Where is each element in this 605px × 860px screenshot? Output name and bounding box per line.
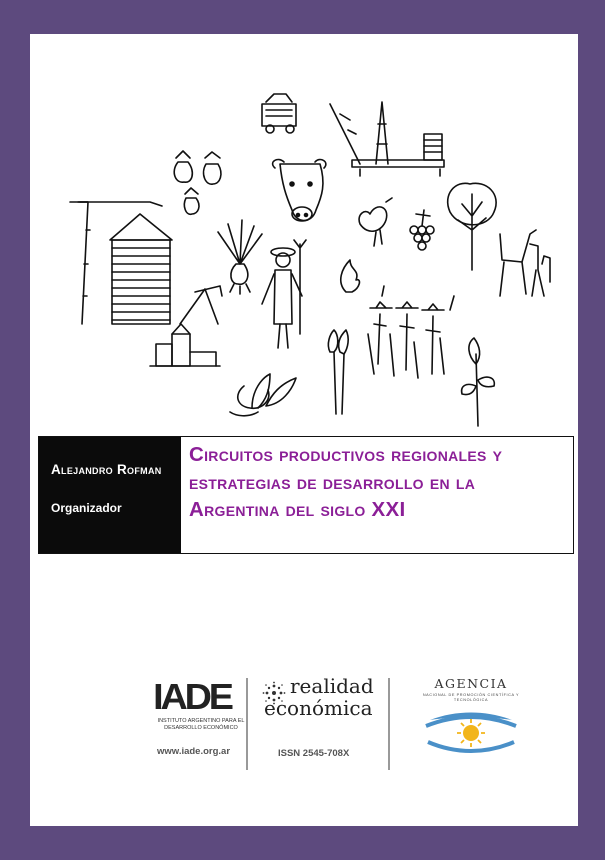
cover-page bbox=[30, 34, 578, 826]
realidad-text: realidad bbox=[290, 674, 374, 698]
iade-mark: IADE bbox=[153, 676, 231, 717]
tractor-drawing bbox=[262, 94, 296, 133]
author-panel bbox=[39, 437, 181, 553]
author-name: Alejandro Rofman bbox=[51, 462, 162, 477]
grapes-drawing bbox=[410, 210, 434, 250]
realidad-economica-logo bbox=[258, 676, 378, 760]
publisher-logos bbox=[30, 666, 578, 776]
llama-drawing bbox=[500, 230, 550, 296]
agencia-subtitle: NACIONAL DE PROMOCIÓN CIENTÍFICA Y TECNOLÓGICA bbox=[422, 693, 520, 702]
house-drawing bbox=[150, 286, 222, 366]
sapling-drawing bbox=[462, 338, 495, 426]
iade-subtitle: INSTITUTO ARGENTINO PARA EL DESARROLLO ECONÓMICO bbox=[157, 718, 245, 731]
fire-drawing bbox=[341, 260, 360, 292]
iade-logo bbox=[155, 676, 245, 760]
agencia-logo bbox=[416, 676, 526, 760]
agencia-title: AGENCIA bbox=[434, 676, 508, 691]
workers-drawing bbox=[368, 286, 454, 378]
bird-drawing bbox=[359, 198, 392, 246]
sun-emblem-icon bbox=[416, 706, 526, 756]
silo-drawing bbox=[70, 202, 172, 324]
cow-head-drawing bbox=[273, 160, 326, 221]
derrick-drawing bbox=[330, 102, 444, 176]
onion-drawing bbox=[218, 220, 262, 294]
title-block bbox=[38, 436, 574, 554]
logo-divider bbox=[246, 678, 248, 770]
logo-divider bbox=[388, 678, 390, 770]
author-role: Organizador bbox=[51, 501, 122, 515]
iade-url: www.iade.org.ar bbox=[157, 746, 231, 757]
strawberries-drawing bbox=[174, 151, 221, 214]
issn-text: ISSN 2545-708X bbox=[278, 748, 350, 759]
leaves-drawing bbox=[230, 374, 296, 416]
farmer-drawing bbox=[262, 240, 306, 348]
wheat-drawing bbox=[328, 330, 348, 414]
economica-text: económica bbox=[264, 696, 373, 720]
book-title: Circuitos productivos regionales y estrategias de desarrollo en la Argentina del siglo XXI bbox=[189, 443, 503, 521]
cover-illustration bbox=[30, 34, 578, 434]
lettuce-drawing bbox=[448, 183, 496, 270]
